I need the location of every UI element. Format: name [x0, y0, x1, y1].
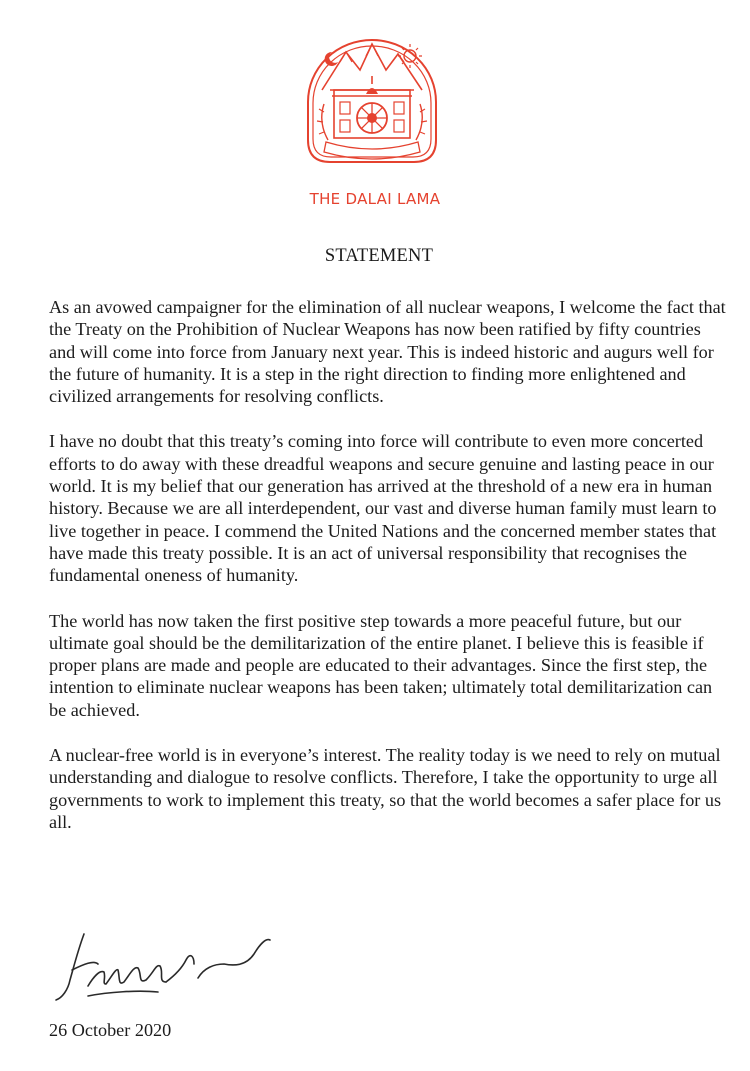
statement-body	[49, 296, 729, 856]
paragraph-2: I have no doubt that this treaty’s coming into force will contribute to even more concerted efforts to do away with these dreadful weapons and secure genuine and lasting peace in our world. It is my belief that our generation has arrived at the threshold of a new era in human history. Because we are all interdependent, our vast and diverse human family must learn to live together in peace. I commend the United Nations and the concerned member states that have made this treaty possible. It is an act of universal responsibility that recognises the fundamental oneness of humanity.	[49, 431, 717, 586]
paragraph-4: A nuclear-free world is in everyone’s interest. The reality today is we need to rely on mutual understanding and dialogue to resolve conflicts. Therefore, I take the opportunity to urge all governments to work to implement this treaty, so that the world becomes a safer place for us all.	[49, 745, 722, 832]
dalai-lama-seal-icon	[302, 30, 442, 170]
letterhead	[0, 0, 750, 220]
document-title: STATEMENT	[324, 246, 434, 266]
paragraph-3: The world has now taken the first positive step towards a more peaceful future, but our ultimate goal should be the demilitarization of the entire planet. I believe this is feasible if proper plans are made and people are educated to their advantages. Since the first step, the intention to eliminate nuclear weapons has been taken; ultimately total demilitarization can be achieved.	[49, 610, 713, 720]
paragraph-1: As an avowed campaigner for the elimination of all nuclear weapons, I welcome the fact that the Treaty on the Prohibition of Nuclear Weapons has now been ratified by fifty countries and will come into force from January next year. This is indeed historic and augurs well for the future of humanity. It is a step in the right direction to finding more enlightened and civilized arrangements for resolving conflicts.	[49, 297, 726, 407]
statement-date: 26 October 2020	[49, 1020, 172, 1040]
handwritten-signature-icon	[48, 920, 298, 1020]
letterhead-org-name: THE DALAI LAMA	[309, 190, 441, 208]
